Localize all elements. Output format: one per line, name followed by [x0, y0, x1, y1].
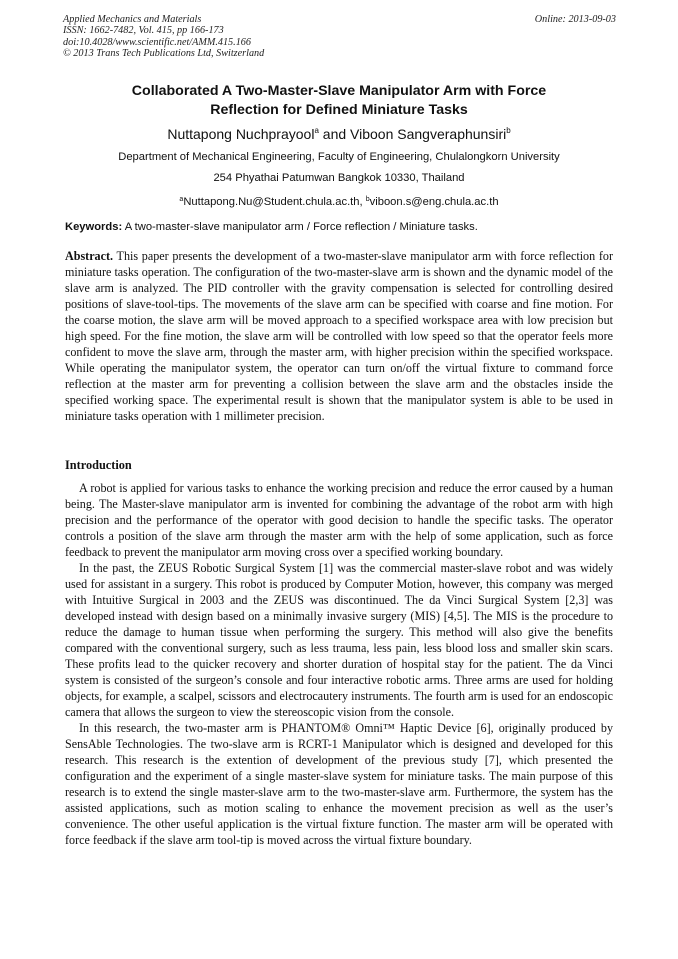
author-1-sup: a — [314, 126, 319, 135]
email-b: viboon.s@eng.chula.ac.th — [369, 196, 499, 208]
section-heading-introduction: Introduction — [65, 458, 132, 472]
email-a-sup: a — [179, 196, 184, 203]
title-line-2: Reflection for Defined Miniature Tasks — [210, 101, 468, 118]
intro-paragraph-2: In the past, the ZEUS Robotic Surgical System [1] was the commercial master-slave robot and was widely used for assistant in a surgery. This robot is produced by Computer Motion, however, this company was merged with Intuitive Surgical in 2003 and the ZEUS was discontinued. The da Vinci Surgical System [2,3] was developed instead with design based on a minimally invasive surgery (MIS) [4,5]. The MIS is the procedure to reduce the damage to human tissue when performing the surgery. This method will also give the benefits compared with the conventional surgery, such as less trauma, less pain, less blood loss and smaller skin scars. These profits lead to the quicker recovery and shorter duration of hospital stay for the patient. The da Vinci system is consisted of the surgeon’s console and four interactive robotic arms. Three arms are used for holding objects, for example, a scalpel, scissors and electrocautery instruments. The fourth arm is used for an endoscopic camera that allows the surgeon to view the stereoscopic vision from the console. — [65, 561, 613, 719]
doi-line: doi:10.4028/www.scientific.net/AMM.415.166 — [63, 36, 251, 48]
online-date: Online: 2013-09-03 — [534, 14, 616, 25]
journal-header — [63, 14, 616, 59]
author-1: Nuttapong Nuchprayool — [167, 126, 315, 142]
author-conjunction: and — [318, 126, 351, 142]
title-line-1: Collaborated A Two-Master-Slave Manipulator Arm with Force — [131, 83, 547, 99]
abstract-text: This paper presents the development of a two-master-slave manipulator arm with force reflection for miniature tasks operation. The configuration of the two-master-slave arm is shown and the dynamic model of the slave arm is analyzed. The PID controller with the gravity compensation is selected for controlling desired positions of slave-tool-tips. The movements of the slave arm can be specified with coarse and fine motion. For the coarse motion, the slave arm will be moved approach to a specified workspace area with low precision but high speed. For the fine motion, the slave arm will be controlled with low speed so that the operator feels more confident to move the slave arm, through the master arm, with higher precision within the specified workspace. While operating the manipulator system, the operator can turn on/off the virtual fixture to command force reflection at the master arm for preventing a collision between the slave arm and the obstacles inside the specified working space. The experimental result is shown that the manipulator system is able to be used in miniature tasks operation with 1 millimeter precision. — [65, 249, 613, 423]
author-list — [0, 122, 678, 143]
author-2-sup: b — [506, 126, 511, 135]
journal-name: Applied Mechanics and Materials — [63, 14, 202, 25]
keywords-text: A two-master-slave manipulator arm / Force reflection / Miniature tasks. — [122, 221, 478, 233]
intro-paragraph-3: In this research, the two-master arm is PHANTOM® Omni™ Haptic Device [6], originally produced by SensAble Technologies. The two-slave arm is RCRT-1 Manipulator which is designed and developed for this research. This research is the extention of development of the previous study [7], which presented the configuration and the experiment of a single master-slave system for miniature tasks. The main purpose of this research is to extend the single master-slave arm to the two-master-slave arm. Furthermore, the system has the assisted applications, such as motion scaling to enhance the movement precision as well as the user’s convenience. The other useful application is the virtual fixture function. The master arm will be operated with force feedback if the slave arm tool-tip is moved across the virtual fixture boundary. — [65, 721, 613, 847]
abstract-label: Abstract. — [65, 249, 114, 263]
affiliation-address: 254 Phyathai Patumwan Bangkok 10330, Thailand — [213, 172, 465, 184]
intro-paragraph-1: A robot is applied for various tasks to enhance the working precision and reduce the error caused by a human being. The Master-slave manipulator arm is invented for combining the advantage of the robot arm with high precision and the performance of the operator with good decision to handle the specific tasks. The operator controls a position of the slave arm through the master arm with the help of some application, such as force feedback to prevent the manipulator arm moving cross over a specified working boundary. — [65, 481, 613, 559]
abstract — [65, 248, 613, 424]
keywords — [65, 220, 478, 234]
paper-title — [0, 82, 678, 119]
email-a: Nuttapong.Nu@Student.chula.ac.th, — [183, 196, 366, 208]
keywords-label: Keywords: — [65, 221, 123, 233]
issn-line: ISSN: 1662-7482, Vol. 415, pp 166-173 — [63, 25, 224, 37]
introduction-body — [65, 480, 613, 848]
email-b-sup: b — [365, 196, 370, 203]
author-2: Viboon Sangveraphunsiri — [350, 126, 507, 142]
affiliation-department: Department of Mechanical Engineering, Faculty of Engineering, Chulalongkorn University — [118, 151, 560, 163]
copyright-line: © 2013 Trans Tech Publications Ltd, Switzerland — [63, 47, 265, 59]
affiliation-emails — [0, 193, 678, 209]
